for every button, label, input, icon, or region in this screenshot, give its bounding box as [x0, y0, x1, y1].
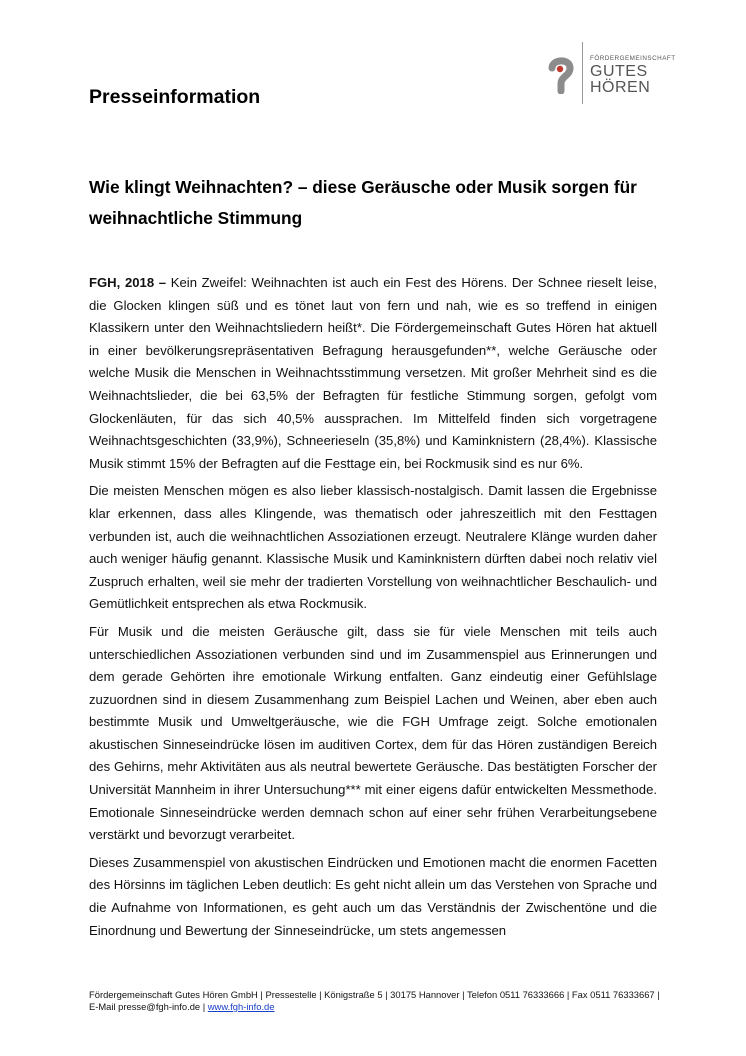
page-footer	[89, 989, 664, 1013]
footer-contact: Fördergemeinschaft Gutes Hören GmbH | Pressestelle | Königstraße 5 | 30175 Hannover | Telefon 0511 76333666 | Fax 0511 76333667 | E-Mail presse@fgh-info.de |	[89, 989, 660, 1012]
page-title: Presseinformation	[89, 86, 261, 108]
logo-divider	[582, 42, 583, 104]
footer-website-link[interactable]: www.fgh-info.de	[207, 1001, 275, 1012]
paragraph-4: Dieses Zusammenspiel von akustischen Eindrücken und Emotionen macht die enormen Facetten des Hörsinns im täglichen Leben deutlich: Es geht nicht allein um das Verstehen von Sprache und die Aufnahme von Informationen, es geht auch um das Verständnis der Zwischentöne und die Einordnung und Bewertung der Sinneseindrücke, um stets angemessen	[89, 854, 657, 938]
logo-text-small: FÖRDERGEMEINSCHAFT	[590, 55, 676, 62]
fgh-logo	[546, 42, 676, 104]
paragraph-1	[89, 272, 657, 475]
ear-logo-icon	[546, 54, 576, 94]
paragraph-3: Für Musik und die meisten Geräusche gilt, dass sie für viele Menschen mit teils auch unterschiedlichen Assoziationen verbunden sind und im Zusammenspiel aus Erinnerungen und dem gerade Gehörten ihre emotionale Wirkung entfalten. Ganz eindeutig einer Gefühlslage zuzuordnen sind in diesem Zusammenhang zum Beispiel Lachen und Weinen, aber eben auch bestimmte Musik und Umweltgeräusche, wie die FGH Umfrage zeigt. Solche emotionalen akustischen Sinneseindrücke lösen im auditiven Cortex, dem für das Hören zuständigen Bereich des Gehirns, mehr Aktivitäten aus als neutral bewertete Geräusche. Das bestätigten Forscher der Universität Mannheim in ihrer Untersuchung*** mit einer eigens dafür entwickelten Messmethode. Emotionale Sinneseindrücke werden demnach schon auf einer sehr frühen Verarbeitungsebene verstärkt und bevorzugt verarbeitet.	[89, 623, 657, 843]
logo-text-line1: GUTES	[590, 63, 648, 80]
paragraph-2: Die meisten Menschen mögen es also lieber klassisch-nostalgisch. Damit lassen die Ergebnisse klar erkennen, dass alles Klingende, was thematisch oder jahreszeitlich mit den Festtagen verbunden ist, auch die weihnachtlichen Assoziationen erzeugt. Neutralere Klänge wurden daher auch weniger häufig genannt. Klassische Musik und Kaminknistern dürften dabei noch relativ viel Zuspruch erhalten, weil sie mehr der tradierten Vorstellung von weihnachtlicher Beschaulich- und Gemütlichkeit entsprechen als etwa Rockmusik.	[89, 483, 657, 612]
dateline: FGH, 2018 –	[89, 275, 167, 290]
paragraph-1-text: Kein Zweifel: Weihnachten ist auch ein Fest des Hörens. Der Schnee rieselt leise, die Glocken klingen süß und es tönet laut von fern und nah, wie es so treffend in einigen Klassikern unter den Weihnachtsliedern heißt*. Die Fördergemeinschaft Gutes Hören hat aktuell in einer bevölkerungsrepräsentativen Befragung herausgefunden**, welche Geräusche oder welche Musik die Menschen in Weihnachtsstimmung versetzen. Mit großer Mehrheit sind es die Weihnachtslieder, die bei 63,5% der Befragten für festliche Stimmung sorgen, gefolgt vom Glockenläuten, für das sich 40,5% aussprachen. Im Mittelfeld finden sich vorgetragene Weihnachtsgeschichten (33,9%), Schneerieseln (35,8%) und Kaminknistern (28,4%). Klassische Musik stimmt 15% der Befragten auf die Festtage ein, bei Rockmusik sind es nur 6%.	[89, 275, 657, 471]
logo-text-line2: HÖREN	[590, 79, 651, 96]
article-headline: Wie klingt Weihnachten? – diese Geräusche oder Musik sorgen für weihnachtliche Stimmung	[89, 177, 637, 228]
article-body	[89, 272, 657, 947]
